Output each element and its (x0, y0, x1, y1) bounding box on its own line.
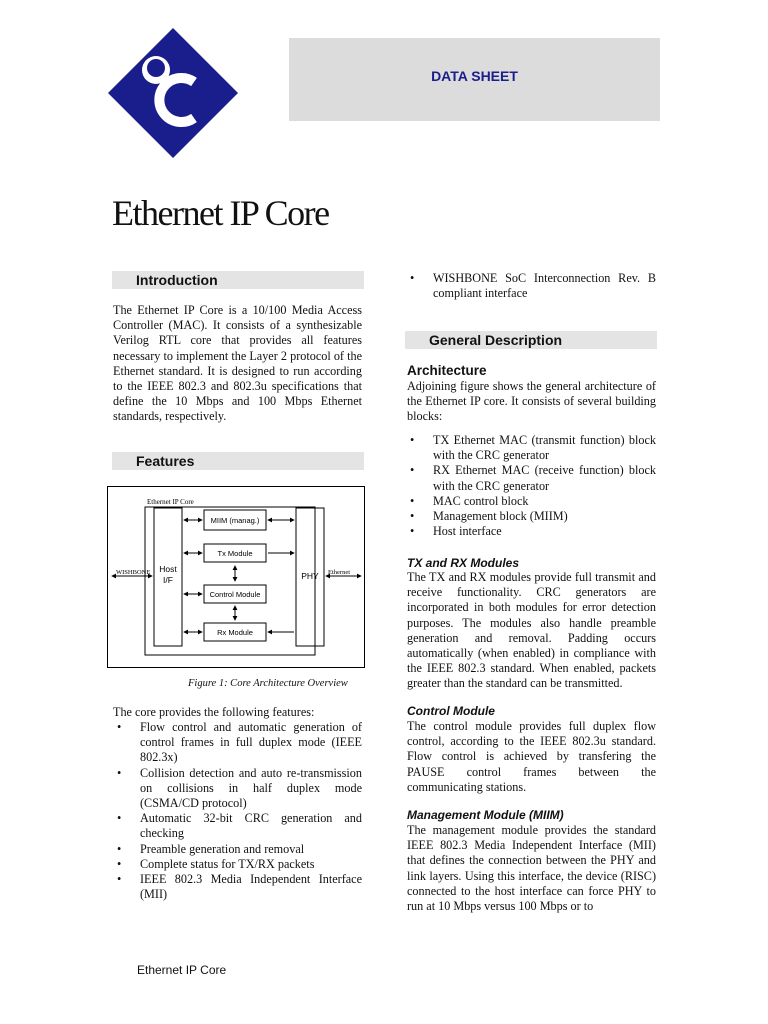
list-item: • Collision detection and auto re-transmission on collisions in half duplex mode (CSMA/CD protocol) (117, 765, 362, 811)
page-footer: Ethernet IP Core (137, 963, 227, 977)
list-item: • Management block (MIIM) (410, 509, 568, 524)
management-module-heading: Management Module (MIIM) (407, 808, 564, 822)
list-item: • WISHBONE SoC Interconnection Rev. B compliant interface (410, 271, 656, 301)
company-logo (108, 28, 238, 158)
interface-list (406, 271, 656, 301)
txrx-heading: TX and RX Modules (407, 556, 520, 570)
architecture-paragraph: Adjoining figure shows the general architecture of the Ethernet IP core. It consists of several building blocks: (407, 379, 656, 424)
control-label: Control Module (209, 590, 261, 599)
list-item: • RX Ethernet MAC (receive function) block with the CRC generator (410, 463, 656, 493)
control-module-heading: Control Module (407, 704, 495, 718)
list-item: • Flow control and automatic generation of control frames in full duplex mode (IEEE 802.3x) (117, 720, 362, 765)
building-blocks-list (406, 433, 656, 539)
list-item: • MAC control block (410, 493, 529, 508)
ethernet-label: Ethernet (328, 569, 351, 576)
list-item: • TX Ethernet MAC (transmit function) block with the CRC generator (410, 433, 656, 463)
features-heading: Features (136, 453, 195, 469)
host-if-label: I/F (163, 575, 173, 585)
introduction-heading: Introduction (136, 272, 218, 288)
list-item: • Preamble generation and removal (117, 841, 305, 856)
rx-label: Rx Module (217, 628, 253, 637)
figure-caption: Figure 1: Core Architecture Overview (188, 678, 348, 689)
section-bar-features (112, 452, 364, 470)
introduction-paragraph: The Ethernet IP Core is a 10/100 Media Access Controller (MAC). It consists of a synthesizable Verilog RTL core that provides all features necessary to implement the Layer 2 protocol of the Ethernet standard. It is designed to run according to the IEEE 802.3 and 802.3u specifications that define the 10 Mbps and 100 Mbps Ethernet standards, respectively. (113, 303, 362, 424)
list-item: • Complete status for TX/RX packets (117, 856, 315, 871)
architecture-heading: Architecture (407, 363, 487, 378)
architecture-figure (107, 486, 365, 668)
wishbone-label: WISHBONE (116, 569, 151, 576)
list-item: • IEEE 802.3 Media Independent Interface (MII) (117, 872, 362, 902)
general-description-heading: General Description (429, 332, 563, 348)
tx-label: Tx Module (217, 549, 253, 558)
datasheet-banner (289, 38, 660, 121)
phy-label: PHY (301, 571, 319, 581)
features-intro: The core provides the following features: (113, 705, 315, 719)
list-item: • Automatic 32-bit CRC generation and checking (117, 811, 362, 841)
section-bar-general-description (405, 331, 657, 349)
architecture-diagram (108, 487, 364, 667)
core-label: Ethernet IP Core (147, 498, 194, 506)
features-list (113, 720, 362, 902)
document-title: Ethernet IP Core (112, 193, 329, 233)
list-item: • Host interface (410, 524, 502, 539)
host-label: Host (159, 564, 177, 574)
section-bar-introduction (112, 271, 364, 289)
miim-label: MIIM (manag.) (210, 516, 260, 525)
management-module-paragraph: The management module provides the standard IEEE 802.3 Media Independent Interface (MII) that defines the connection between the PHY and link layers. Using this interface, the device (RISC) connected to the host interface can force PHY to run at 10 Mbps versus 100 Mbps or to (407, 823, 656, 914)
txrx-paragraph: The TX and RX modules provide full transmit and receive functionality. CRC generators are incorporated in both modules for error detection purposes. The modules also handle preamble generation and removal. Padding occurs automatically (when enabled) in compliance with the IEEE 802.3 standard. When enabled, packets greater than the standard can be transmitted. (407, 570, 656, 691)
control-module-paragraph: The control module provides full duplex flow control, according to the IEEE 802.3u standard. Flow control is achieved by transfering the PAUSE control frames between the communicating stations. (407, 719, 656, 794)
datasheet-label: DATA SHEET (431, 68, 518, 84)
